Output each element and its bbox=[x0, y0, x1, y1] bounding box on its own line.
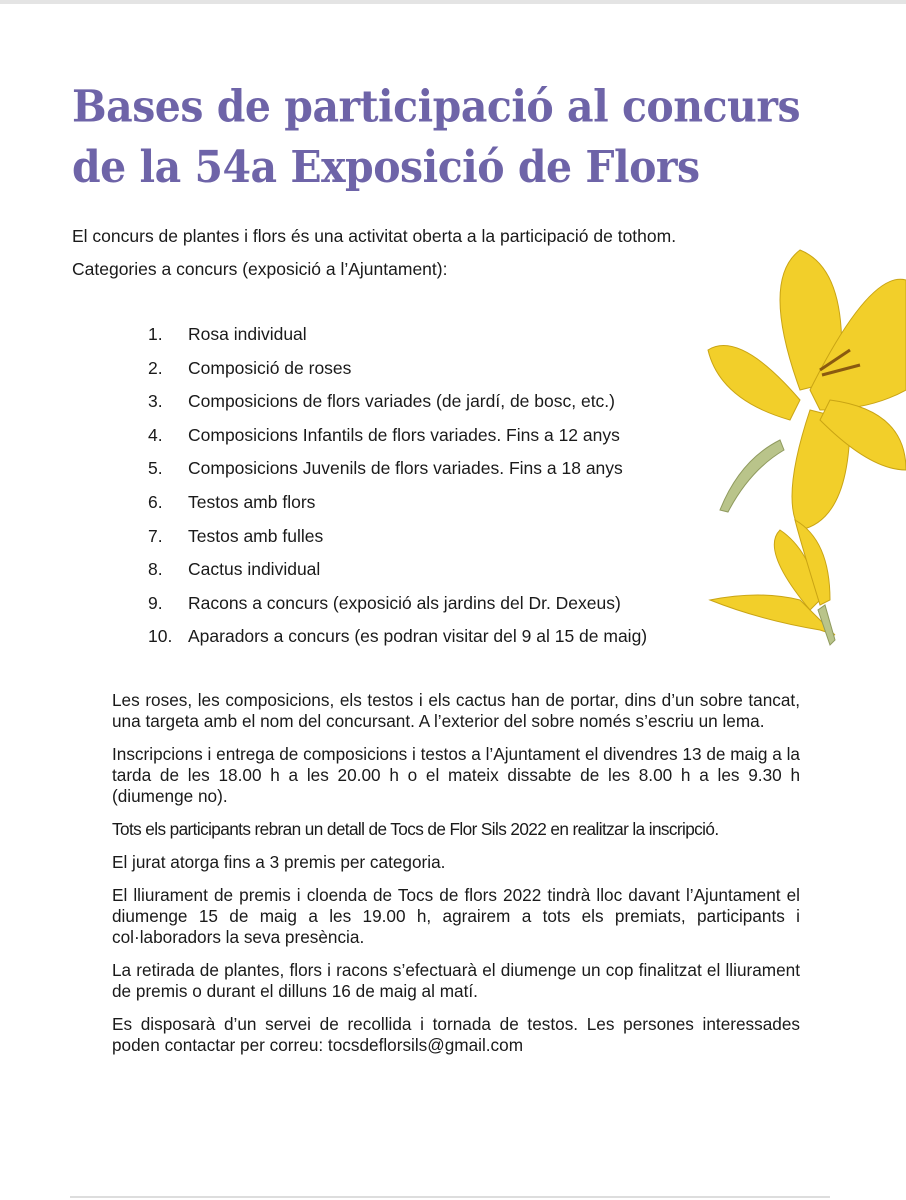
list-item bbox=[148, 320, 647, 354]
list-item bbox=[148, 622, 647, 656]
item-label: Aparadors a concurs (es podran visitar del 9 al 15 de maig) bbox=[188, 626, 648, 647]
categories-heading: Categories a concurs (exposició a l’Ajuntament): bbox=[72, 259, 448, 279]
top-divider bbox=[0, 0, 906, 4]
paragraph: El jurat atorga fins a 3 premis per categoria. bbox=[112, 852, 446, 872]
item-label: Composició de roses bbox=[188, 357, 352, 378]
paragraph: El lliurament de premis i cloenda de Tocs de flors 2022 tindrà lloc davant l’Ajuntament el diumenge 15 de maig a les 19.00 h, agrairem a tots els premiats, participants i col·laboradors la seva presència. bbox=[112, 885, 800, 947]
item-label: Cactus individual bbox=[188, 559, 321, 580]
item-label: Testos amb fulles bbox=[188, 525, 324, 546]
item-number: 1. bbox=[148, 324, 163, 344]
item-number: 6. bbox=[148, 491, 163, 512]
item-number: 7. bbox=[148, 525, 163, 546]
item-number: 8. bbox=[148, 559, 163, 580]
paragraph: Inscripcions i entrega de composicions i testos a l’Ajuntament el divendres 13 de maig a la tarda de les 18.00 h a les 20.00 h o el mateix dissabte de les 8.00 h a les 9.30 h (diumenge no). bbox=[112, 744, 800, 806]
list-item bbox=[148, 421, 647, 455]
item-label: Testos amb flors bbox=[188, 491, 316, 512]
paragraph: Es disposarà d’un servei de recollida i tornada de testos. Les persones interessades poden contactar per correu: tocsdeflorsils@gmail.com bbox=[112, 1014, 800, 1055]
list-item bbox=[148, 387, 647, 421]
paragraph: Tots els participants rebran un detall de Tocs de Flor Sils 2022 en realitzar la inscripció. bbox=[112, 819, 719, 839]
item-number: 4. bbox=[148, 424, 163, 445]
yellow-lily-illustration bbox=[700, 240, 906, 660]
list-item bbox=[148, 454, 647, 488]
intro-text: El concurs de plantes i flors és una activitat oberta a la participació de tothom. bbox=[72, 226, 677, 246]
paragraph: La retirada de plantes, flors i racons s’efectuarà el diumenge un cop finalitzat el lliurament de premis o durant el dilluns 16 de maig al matí. bbox=[112, 960, 800, 1001]
page-title: Bases de participació al concurs de la 54a Exposició de Flors bbox=[72, 80, 801, 193]
item-number: 2. bbox=[148, 357, 163, 378]
rules-section bbox=[112, 690, 800, 1068]
item-label: Composicions Infantils de flors variades. Fins a 12 anys bbox=[188, 424, 620, 445]
item-label: Composicions de flors variades (de jardí, de bosc, etc.) bbox=[188, 391, 615, 412]
item-number: 9. bbox=[148, 592, 163, 613]
list-item bbox=[148, 354, 647, 388]
item-label: Rosa individual bbox=[188, 324, 307, 344]
item-number: 5. bbox=[148, 458, 163, 479]
list-item bbox=[148, 589, 647, 623]
item-label: Racons a concurs (exposició als jardins del Dr. Dexeus) bbox=[188, 592, 621, 613]
list-item bbox=[148, 555, 647, 589]
list-item bbox=[148, 522, 647, 556]
item-label: Composicions Juvenils de flors variades. Fins a 18 anys bbox=[188, 458, 623, 479]
bottom-divider bbox=[70, 1196, 830, 1198]
item-number: 10. bbox=[148, 626, 173, 647]
item-number: 3. bbox=[148, 391, 163, 412]
paragraph: Les roses, les composicions, els testos i els cactus han de portar, dins d’un sobre tancat, una targeta amb el nom del concursant. A l’exterior del sobre només s’escriu un lema. bbox=[112, 690, 800, 731]
categories-list bbox=[148, 320, 647, 656]
list-item bbox=[148, 488, 647, 522]
